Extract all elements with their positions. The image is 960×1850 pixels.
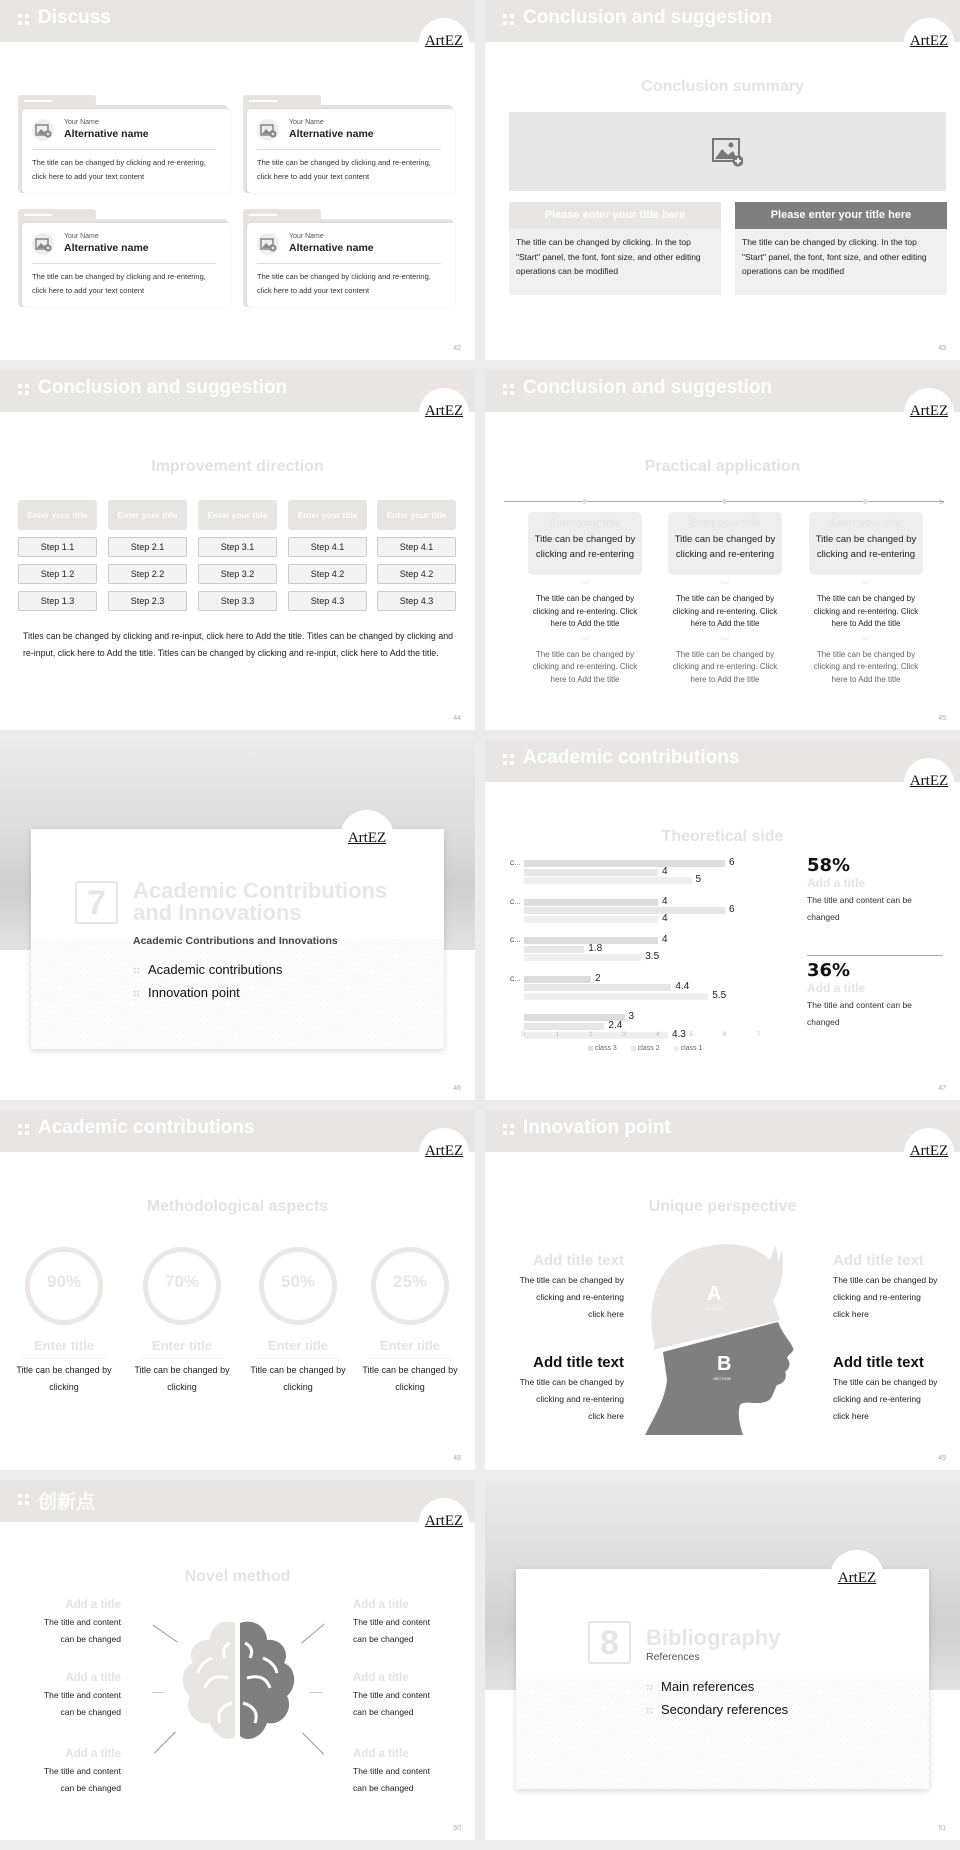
- slide-44[interactable]: [0, 370, 475, 730]
- chevron-down-icon: ︾: [861, 636, 871, 648]
- text-block: Add title text The title can be changed by clicking and re-entering click here: [519, 1252, 624, 1319]
- step-column: Enter your title Step 3.1 Step 3.2 Step 3.3: [198, 500, 277, 611]
- artez-logo: ArtEZ: [340, 810, 394, 864]
- chart-legend: [588, 1045, 716, 1052]
- text-block: Add a title The title and content can be changed: [353, 1672, 431, 1717]
- application-column: Enter your title Title can be changed by clicking and re-entering ︾ The title can be changed by clicking and re-entering. Click here to Add the title ︾ The title can be changed by clicking and re-entering. Click here to Add the title: [668, 512, 782, 686]
- legend-swatch-icon: [588, 1046, 593, 1051]
- bar[interactable]: [524, 984, 671, 991]
- bar[interactable]: [524, 993, 708, 1000]
- box-title[interactable]: Please enter your title here: [735, 202, 947, 229]
- ring-caption: Enter title Title can be changed by clicking: [134, 1338, 230, 1392]
- step-column: Enter your title Step 4.1 Step 4.2 Step 4.3: [377, 500, 456, 611]
- page-number: 51: [938, 1825, 946, 1832]
- bar-value: 4: [662, 895, 668, 907]
- ring-caption: Enter title Title can be changed by clicking: [16, 1338, 112, 1392]
- chevron-down-icon: ︾: [720, 636, 730, 648]
- page-number: 45: [938, 715, 946, 722]
- artez-logo: ArtEZ: [904, 18, 954, 68]
- add-image-icon[interactable]: [257, 233, 279, 255]
- add-image-icon[interactable]: [257, 119, 279, 141]
- x-tick: 7: [756, 1032, 760, 1038]
- chevron-down-icon: ︾: [861, 581, 871, 592]
- slide-48[interactable]: [0, 1110, 475, 1470]
- section-number: 8: [588, 1621, 631, 1664]
- category-label: C…: [510, 861, 521, 867]
- chevron-down-icon: ︾: [580, 636, 590, 648]
- dots-icon: [18, 14, 30, 26]
- bar[interactable]: [524, 899, 658, 906]
- section-subtitle: Novel method: [184, 1568, 291, 1585]
- body-paragraph: Titles can be changed by clicking and re-input, click here to Add the title. Titles can be changed by clicking and re-input, click here to Add the title. Titles can be changed by clicking and re-input, click here to Add the title.: [23, 631, 453, 658]
- slide-title: 创新点: [38, 1491, 96, 1513]
- category-label: C…: [510, 976, 521, 983]
- slide-title: Discuss: [38, 7, 111, 28]
- header-bar: [0, 1110, 475, 1152]
- brain-icon: [175, 1618, 300, 1746]
- slide-49[interactable]: [485, 1110, 960, 1470]
- header-bar: [0, 1480, 475, 1522]
- text-block: Add a title The title and content can be changed: [43, 1748, 121, 1793]
- dots-icon: [646, 1707, 653, 1714]
- slide-title: Academic contributions: [38, 1117, 255, 1138]
- add-image-icon[interactable]: [32, 233, 54, 255]
- x-tick: 1: [555, 1032, 559, 1038]
- slide-51[interactable]: [485, 1480, 960, 1840]
- artez-logo: ArtEZ: [904, 388, 954, 438]
- head-profile-icon: [645, 1240, 805, 1440]
- category-label: C…: [510, 899, 521, 906]
- artez-logo: ArtEZ: [419, 1128, 469, 1178]
- section-subtitle: Conclusion summary: [641, 78, 804, 95]
- bar-value: 5.5: [712, 990, 727, 1001]
- text-block: Add a title The title and content can be changed: [353, 1599, 431, 1644]
- page-number: 49: [938, 1455, 946, 1462]
- category-label: C…: [510, 938, 521, 945]
- section-subtitle: Unique perspective: [648, 1198, 797, 1215]
- header-bar: [485, 1110, 960, 1152]
- section-subtitle: Academic Contributions and Innovations: [133, 935, 338, 947]
- dots-icon: [18, 1494, 30, 1506]
- ring-caption: Enter title Title can be changed by clicking: [250, 1338, 346, 1392]
- toc-item[interactable]: Innovation point: [133, 985, 240, 1000]
- section-subtitle: References: [646, 1651, 700, 1663]
- page-number: 43: [938, 345, 946, 352]
- add-image-icon: [711, 137, 743, 167]
- bar-value: 6: [729, 857, 735, 868]
- image-placeholder[interactable]: [509, 112, 946, 191]
- step-column: Enter your title Step 4.1 Step 4.2 Step 4.3: [288, 500, 367, 611]
- x-tick: 3: [622, 1032, 626, 1038]
- divider: [807, 955, 943, 956]
- bar[interactable]: [524, 1023, 604, 1030]
- application-column: Enter your title Title can be changed by clicking and re-entering ︾ The title can be changed by clicking and re-entering. Click here to Add the title ︾ The title can be changed by clicking and re-entering. Click here to Add the title: [528, 512, 642, 686]
- bar-value: 5: [695, 874, 702, 886]
- chevron-down-icon: ︾: [720, 581, 730, 592]
- dots-icon: [503, 1124, 515, 1136]
- section-title: Bibliography: [646, 1625, 781, 1650]
- stat-block: 36% Add a title The title and content can be changed: [807, 960, 912, 1027]
- header-bar: [485, 370, 960, 412]
- text-block: Add a title The title and content can be changed: [43, 1599, 121, 1644]
- legend-item[interactable]: class 3: [588, 1045, 617, 1052]
- svg-text:A: A: [707, 1283, 722, 1305]
- progress-ring: 25%: [371, 1247, 449, 1325]
- bar[interactable]: [524, 946, 584, 953]
- slide-45[interactable]: [485, 370, 960, 730]
- toc-item[interactable]: Main references: [646, 1679, 754, 1694]
- slide-50[interactable]: [0, 1480, 475, 1840]
- slide-title: Conclusion and suggestion: [523, 7, 773, 28]
- slide-47[interactable]: [485, 740, 960, 1100]
- add-image-icon[interactable]: [32, 119, 54, 141]
- page-number: 42: [453, 345, 461, 352]
- bar-value: 4: [662, 934, 668, 946]
- dots-icon: [133, 967, 140, 974]
- slide-title: Innovation point: [523, 1117, 671, 1138]
- page-number: 44: [453, 715, 461, 722]
- artez-logo: ArtEZ: [419, 18, 469, 68]
- x-tick: 6: [723, 1032, 727, 1038]
- bar-value: 1.8: [588, 942, 603, 954]
- text-block: Add title text The title can be changed by clicking and re-entering click here: [833, 1354, 938, 1421]
- text-block: Add title text The title can be changed by clicking and re-entering click here: [833, 1252, 938, 1319]
- chevron-down-icon: ︾: [580, 581, 590, 592]
- bar-value: 3: [628, 1011, 635, 1023]
- dots-icon: [18, 384, 30, 396]
- bar[interactable]: [524, 954, 641, 961]
- ring-caption: Enter title Title can be changed by clicking: [362, 1338, 458, 1392]
- profile-card[interactable]: Your Name Alternative name The title can be changed by clicking and re-entering, click here to add your text content: [243, 95, 455, 193]
- slide-title: Conclusion and suggestion: [38, 377, 288, 398]
- legend-item[interactable]: class 2: [631, 1045, 660, 1052]
- header-bar: [485, 740, 960, 782]
- header-bar: [0, 370, 475, 412]
- x-tick: 2: [589, 1032, 593, 1038]
- profile-card[interactable]: Your Name Alternative name The title can be changed by clicking and re-entering, click here to add your text content: [18, 209, 230, 307]
- step-column: Enter your title Step 1.1 Step 1.2 Step 1.3: [18, 500, 97, 611]
- slide-42[interactable]: [0, 0, 475, 360]
- x-tick: 0: [522, 1032, 526, 1038]
- slide-46[interactable]: [0, 740, 475, 1100]
- bar[interactable]: [524, 877, 692, 884]
- bar-chart: [510, 857, 760, 1050]
- bar-value: 2: [595, 972, 601, 984]
- bar[interactable]: [524, 1032, 668, 1039]
- toc-item[interactable]: Academic contributions: [133, 962, 282, 977]
- dots-icon: [18, 1124, 30, 1136]
- slide-title: Academic contributions: [523, 747, 740, 768]
- artez-logo: ArtEZ: [904, 758, 954, 808]
- slide-title: Conclusion and suggestion: [523, 377, 773, 398]
- box-title[interactable]: Please enter your title here: [509, 202, 721, 229]
- section-subtitle: Improvement direction: [151, 458, 324, 475]
- bar-value: 4: [662, 912, 668, 924]
- text-block: Add a title The title and content can be changed: [353, 1748, 431, 1793]
- section-subtitle: Practical application: [644, 458, 801, 475]
- stat-block: 58% Add a title The title and content can be changed: [807, 855, 912, 922]
- card-name: Alternative name: [289, 242, 374, 254]
- card-name: Alternative name: [289, 128, 374, 140]
- page-number: 46: [453, 1085, 461, 1092]
- page-number: 48: [453, 1455, 461, 1462]
- card-name: Alternative name: [64, 242, 149, 254]
- dots-icon: [503, 14, 515, 26]
- application-column: Enter your title Title can be changed by clicking and re-entering ︾ The title can be changed by clicking and re-entering. Click here to Add the title ︾ The title can be changed by clicking and re-entering. Click here to Add the title: [809, 512, 923, 686]
- text-block: Add a title The title and content can be changed: [43, 1672, 121, 1717]
- section-number: 7: [75, 881, 118, 924]
- artez-logo: ArtEZ: [419, 1498, 469, 1548]
- header-bar: [0, 0, 475, 42]
- x-tick: 4: [656, 1032, 660, 1038]
- svg-text:B: B: [717, 1353, 732, 1375]
- profile-card[interactable]: Your Name Alternative name The title can be changed by clicking and re-entering, click here to add your text content: [18, 95, 230, 193]
- step-column: Enter your title Step 2.1 Step 2.2 Step 2.3: [108, 500, 187, 611]
- bar[interactable]: [524, 916, 658, 923]
- bar[interactable]: [524, 976, 591, 983]
- text-block: Add title text The title can be changed by clicking and re-entering click here: [519, 1354, 624, 1421]
- bar-value: 2.4: [608, 1020, 623, 1031]
- bar-value: 6: [729, 904, 735, 916]
- dots-icon: [133, 990, 140, 997]
- artez-logo: ArtEZ: [419, 388, 469, 438]
- bar-value: 3.5: [645, 951, 660, 963]
- bar[interactable]: [524, 869, 658, 876]
- artez-logo: ArtEZ: [904, 1128, 954, 1178]
- dots-icon: [503, 754, 515, 766]
- bar-value: 4: [662, 865, 668, 877]
- legend-swatch-icon: [674, 1046, 679, 1051]
- bar[interactable]: [524, 907, 725, 914]
- section-subtitle: Theoretical side: [661, 828, 784, 845]
- legend-swatch-icon: [631, 1046, 636, 1051]
- artez-logo: ArtEZ: [830, 1550, 884, 1604]
- page-number: 47: [938, 1085, 946, 1092]
- dots-icon: [503, 384, 515, 396]
- legend-item[interactable]: class 1: [674, 1045, 703, 1052]
- svg-text:SECTION: SECTION: [705, 1306, 723, 1311]
- profile-card[interactable]: Your Name Alternative name The title can be changed by clicking and re-entering, click here to add your text content: [243, 209, 455, 307]
- arrow-right-icon: >: [939, 497, 945, 507]
- header-bar: [485, 0, 960, 42]
- section-title: Academic Contributions: [133, 878, 388, 903]
- title-box[interactable]: Please enter your title here The title can be changed by clicking. In the top "Start" panel, the font, font size, and other editing operations can be modified: [509, 202, 721, 295]
- title-box[interactable]: Please enter your title here The title can be changed by clicking. In the top "Start" panel, the font, font size, and other editing operations can be modified: [735, 202, 947, 295]
- progress-ring: 50%: [259, 1247, 337, 1325]
- svg-text:SECTION: SECTION: [713, 1376, 731, 1381]
- section-subtitle: Methodological aspects: [146, 1198, 329, 1215]
- progress-ring: 90%: [25, 1247, 103, 1325]
- bar-value: 4.3: [672, 1028, 686, 1040]
- card-name: Alternative name: [64, 128, 149, 140]
- bar-value: 4.4: [675, 981, 690, 993]
- wave-pattern: [516, 1679, 929, 1789]
- x-tick: 5: [689, 1032, 693, 1038]
- bar[interactable]: [524, 860, 725, 867]
- page-number: 50: [453, 1825, 461, 1832]
- section-title: and Innovations: [133, 900, 302, 925]
- dots-icon: [646, 1684, 653, 1691]
- toc-item[interactable]: Secondary references: [646, 1702, 788, 1717]
- slide-43[interactable]: [485, 0, 960, 360]
- progress-ring: 70%: [143, 1247, 221, 1325]
